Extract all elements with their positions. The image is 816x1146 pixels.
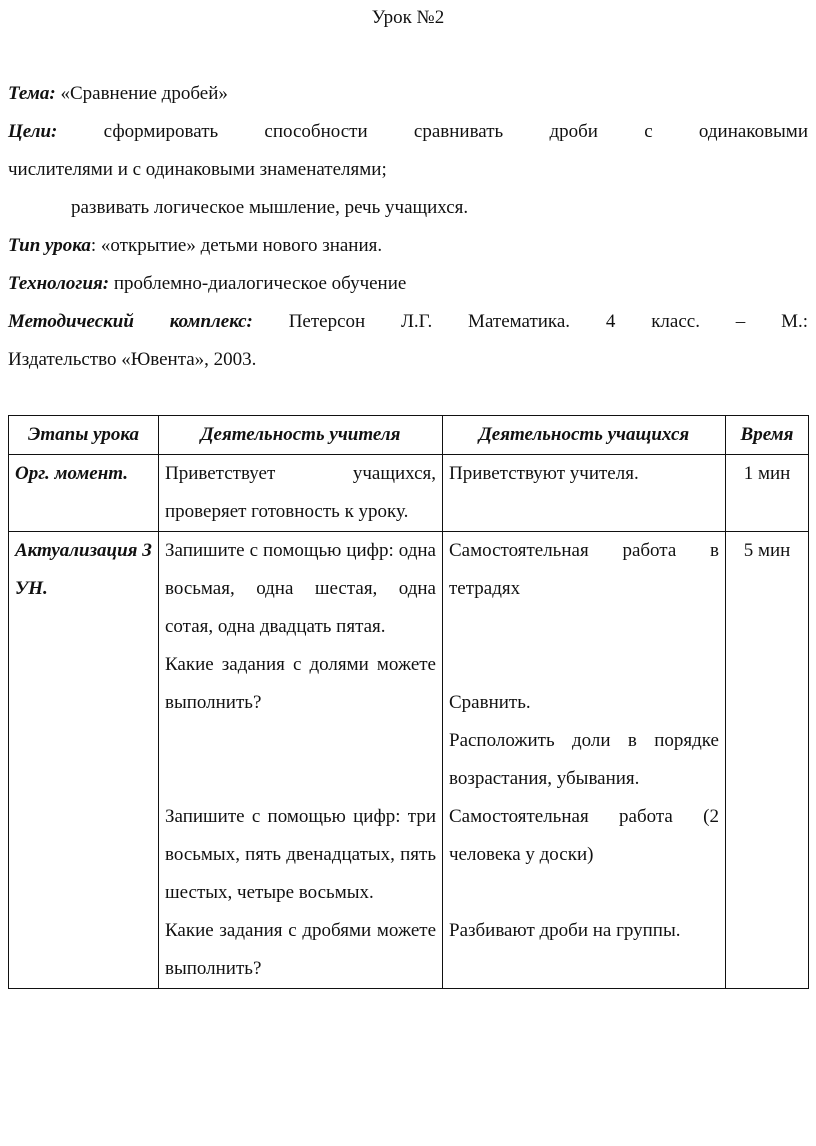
row2-students-item-5: Разбивают дроби на группы. (449, 920, 681, 941)
row2-students-item-2: Сравнить. (449, 692, 531, 713)
technology-value: проблемно-диалогическое обучение (109, 273, 407, 294)
technology-label: Технология: (8, 273, 110, 294)
method-kit-line-1 (8, 303, 808, 341)
header-students: Деятельность учащихся (443, 416, 726, 455)
lesson-type-label: Тип урока (8, 235, 91, 256)
row2-stage: Актуализация ЗУН. (9, 532, 159, 989)
topic-label: Тема: (8, 83, 56, 104)
table-row (9, 532, 809, 989)
header-stage: Этапы урока (9, 416, 159, 455)
row1-teacher: Приветствует учащихся, проверяет готовность к уроку. (159, 455, 443, 532)
row2-teacher (159, 532, 443, 989)
goals-label: Цели: (8, 121, 58, 142)
page-title: Урок №2 (371, 7, 445, 28)
row1-time: 1 мин (726, 455, 809, 532)
header-time: Время (726, 416, 809, 455)
goals-text-1: сформировать способности сравнивать дроби с одинаковыми (103, 121, 808, 142)
goals-line-3: развивать логическое мышление, речь учащихся. (71, 197, 469, 218)
lesson-type-line (8, 227, 808, 265)
row2-teacher-item-3: Запишите с помощью цифр: три восьмых, пять двенадцатых, пять шестых, четыре восьмых. (165, 806, 436, 903)
row1-stage: Орг. момент. (9, 455, 159, 532)
table-header-row (9, 416, 809, 455)
lesson-type-value: : «открытие» детьми нового знания. (90, 235, 383, 256)
row2-time: 5 мин (726, 532, 809, 989)
row2-teacher-item-2: Какие задания с долями можете выполнить? (165, 654, 436, 713)
row2-teacher-item-4: Какие задания с дробями можете выполнить? (165, 920, 436, 979)
method-kit-label: Методический комплекс: (8, 311, 253, 332)
row2-students-item-1: Самостоятельная работа в тетрадях (449, 540, 719, 599)
goals-line-2: числителями и с одинаковыми знаменателями; (8, 159, 387, 180)
topic-value: «Сравнение дробей» (60, 83, 228, 104)
document-page (8, 0, 808, 379)
method-kit-line-2: Издательство «Ювента», 2003. (8, 349, 257, 370)
row1-students: Приветствуют учителя. (443, 455, 726, 532)
row2-students-item-3: Расположить доли в порядке возрастания, убывания. (449, 730, 719, 789)
row2-students (443, 532, 726, 989)
method-kit-text-1: Петерсон Л.Г. Математика. 4 класс. – М.: (288, 311, 809, 332)
table-row (9, 455, 809, 532)
technology-line (8, 265, 808, 303)
row2-students-item-4: Самостоятельная работа (2 человека у доски) (449, 806, 719, 865)
goals-line-1 (8, 113, 808, 151)
topic-line (8, 75, 808, 113)
lesson-plan-table (8, 415, 809, 989)
row2-teacher-item-1: Запишите с помощью цифр: одна восьмая, одна шестая, одна сотая, одна двадцать пятая. (165, 540, 436, 637)
header-teacher: Деятельность учителя (159, 416, 443, 455)
